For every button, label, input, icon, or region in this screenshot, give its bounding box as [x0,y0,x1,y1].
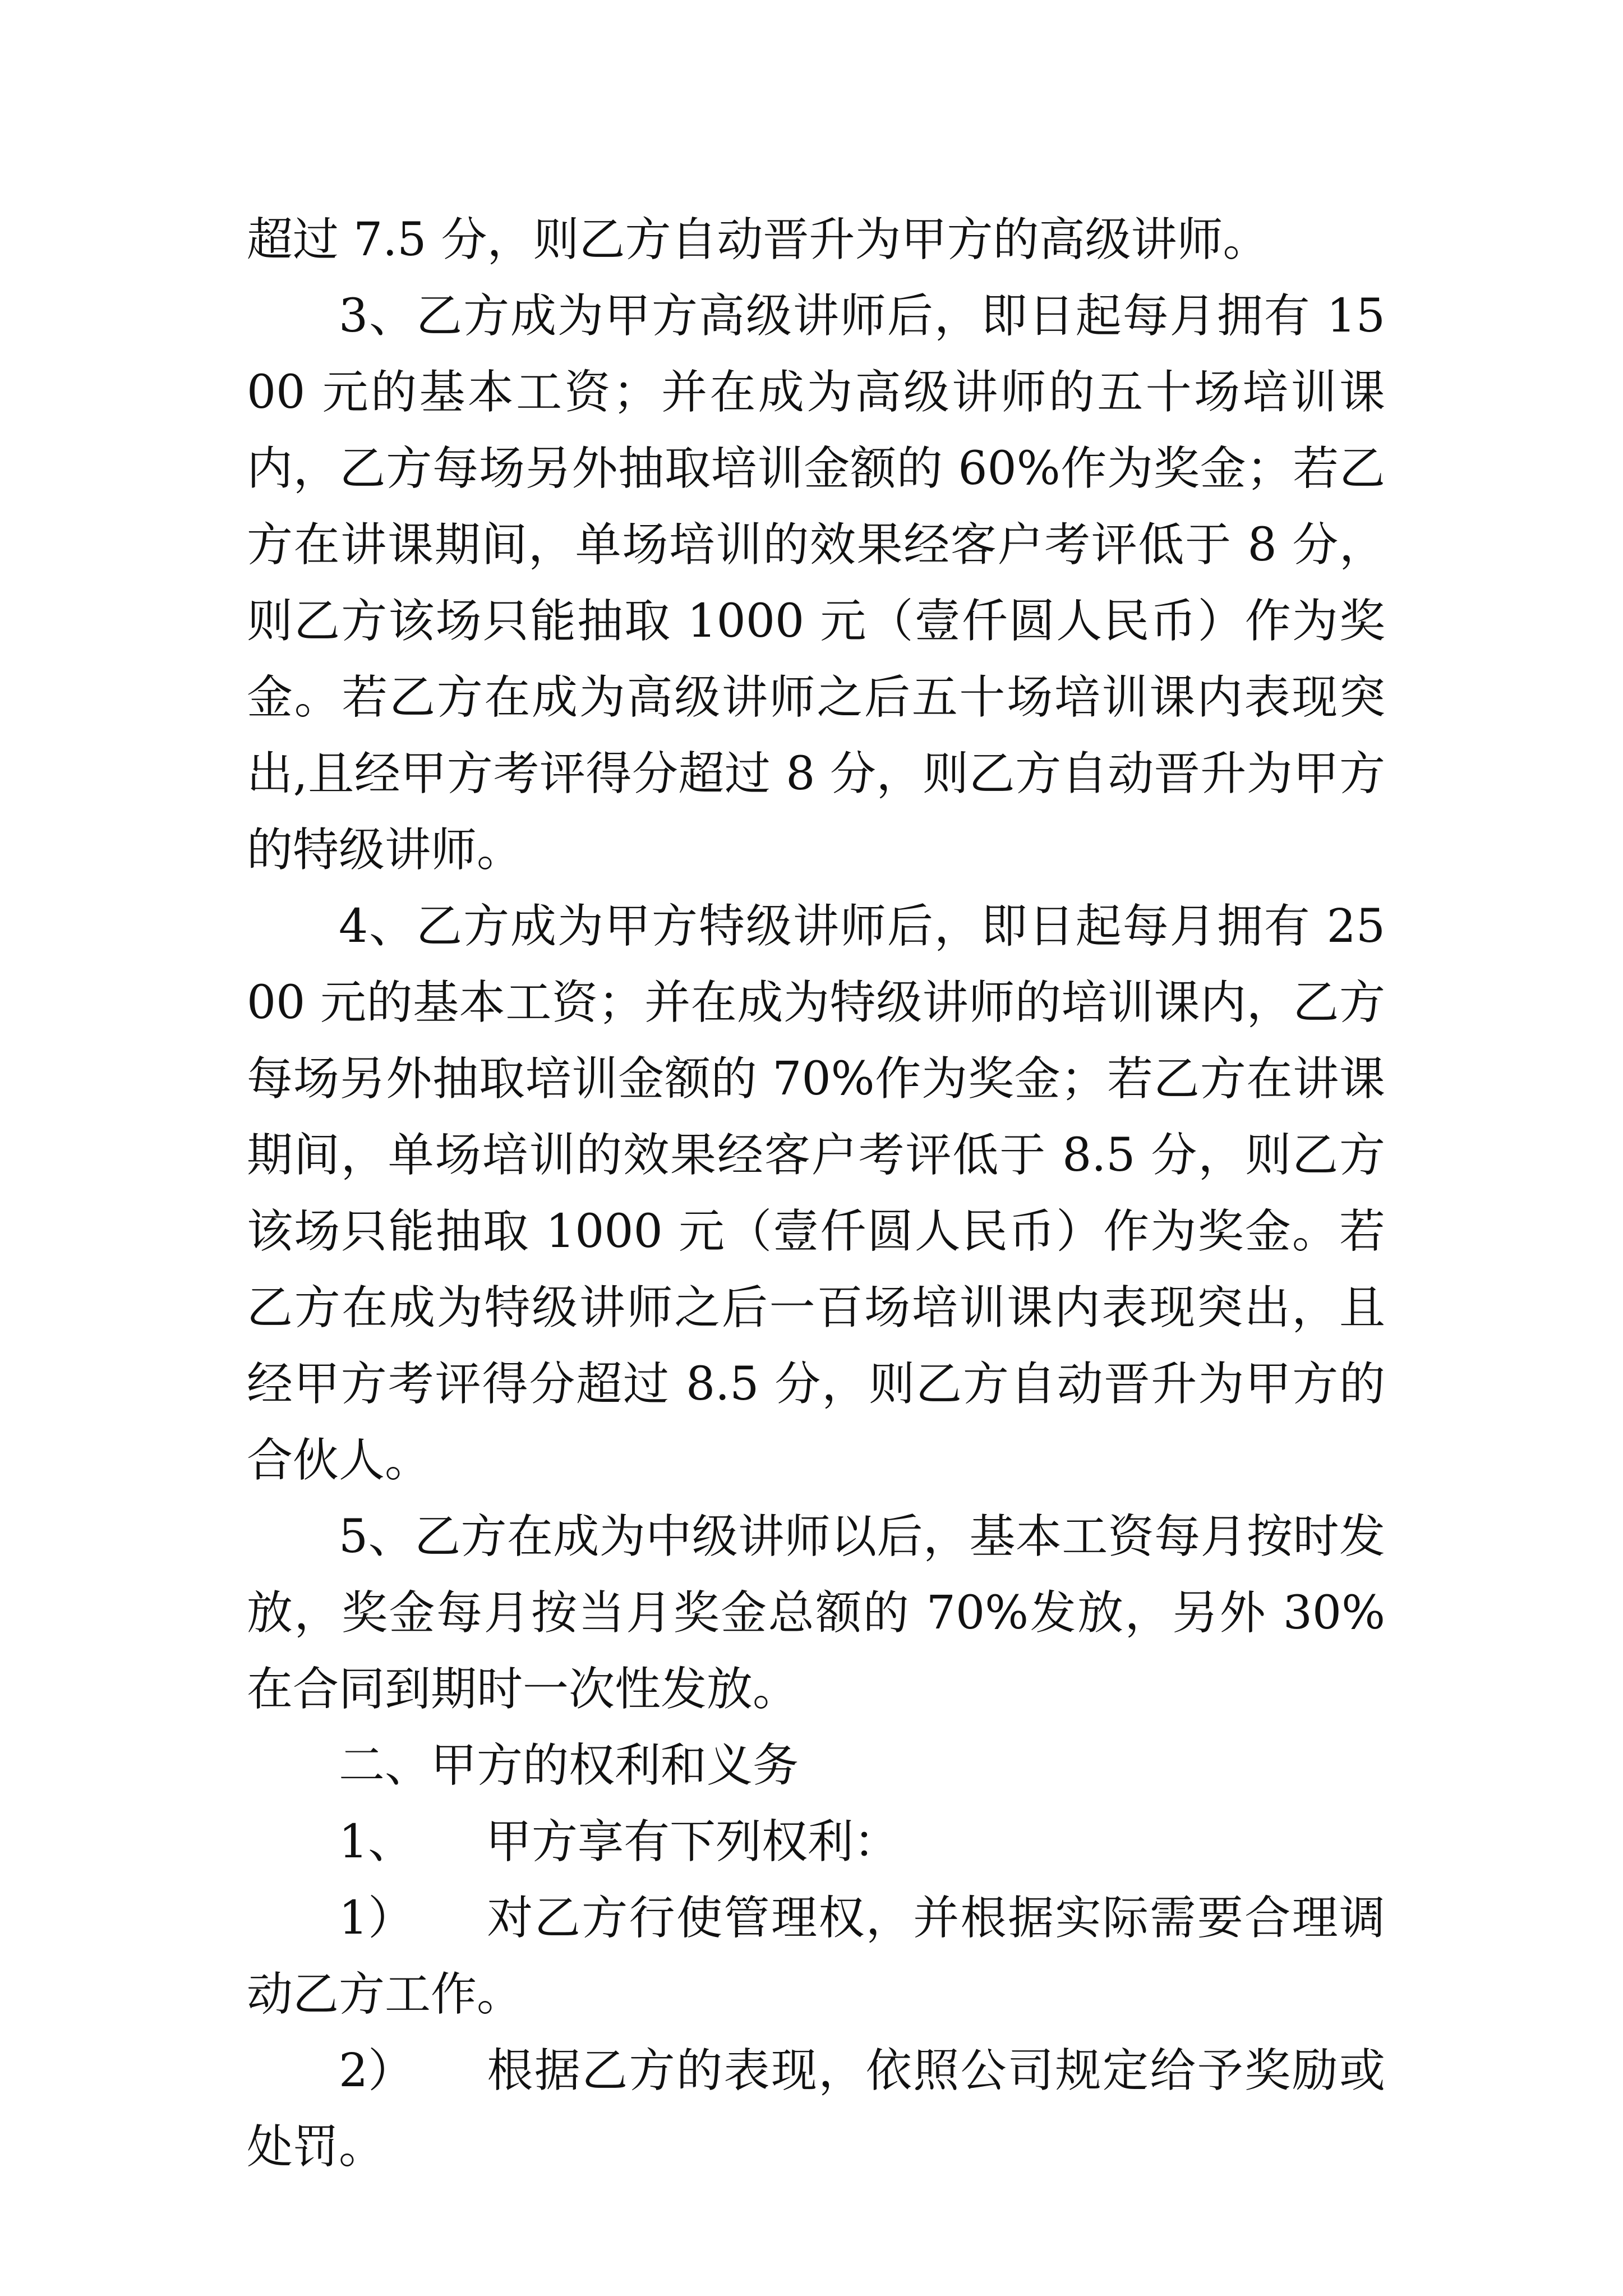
rights-item-1 [247,1880,1385,2033]
paragraph-clause-4: 4、乙方成为甲方特级讲师后，即日起每月拥有 2500 元的基本工资；并在成为特级讲师的培训课内，乙方每场另外抽取培训金额的 70%作为奖金；若乙方在讲课期间，单场培训的效果经客户考评低于 8.5 分，则乙方该场只能抽取 1000 元（壹仟圆人民币）作为奖金。若乙方在成为特级讲师之后一百场培训课内表现突出，且经甲方考评得分超过 8.5 分，则乙方自动晋升为甲方的合伙人。 [247,900,1385,1487]
rights-item-1-number: 1） [339,1892,414,1945]
rights-item-2 [247,2033,1385,2185]
section-heading-party-a-rights: 二、甲方的权利和义务 [339,1739,799,1792]
paragraph-continuation: 超过 7.5 分，则乙方自动晋升为甲方的高级讲师。 [247,213,1269,266]
rights-subheading [247,1804,1385,1880]
rights-subheading-number: 1、 [339,1815,414,1869]
rights-item-2-text: 根据乙方的表现，依照公司规定给予奖励或处罚。 [247,2044,1385,2174]
rights-subheading-text: 甲方享有下列权利： [486,1815,900,1869]
rights-item-2-number: 2） [339,2044,414,2097]
rights-item-1-text: 对乙方行使管理权，并根据实际需要合理调动乙方工作。 [247,1892,1385,2021]
document-body [247,202,1385,2185]
paragraph-clause-3: 3、乙方成为甲方高级讲师后，即日起每月拥有 1500 元的基本工资；并在成为高级讲师的五十场培训课内，乙方每场另外抽取培训金额的 60%作为奖金；若乙方在讲课期间，单场培训的效果经客户考评低于 8 分，则乙方该场只能抽取 1000 元（壹仟圆人民币）作为奖金。若乙方在成为高级讲师之后五十场培训课内表现突出,且经甲方考评得分超过 8 分，则乙方自动晋升为甲方的特级讲师。 [247,289,1385,877]
paragraph-clause-5: 5、乙方在成为中级讲师以后，基本工资每月按时发放，奖金每月按当月奖金总额的 70%发放，另外 30%在合同到期时一次性发放。 [247,1510,1385,1716]
